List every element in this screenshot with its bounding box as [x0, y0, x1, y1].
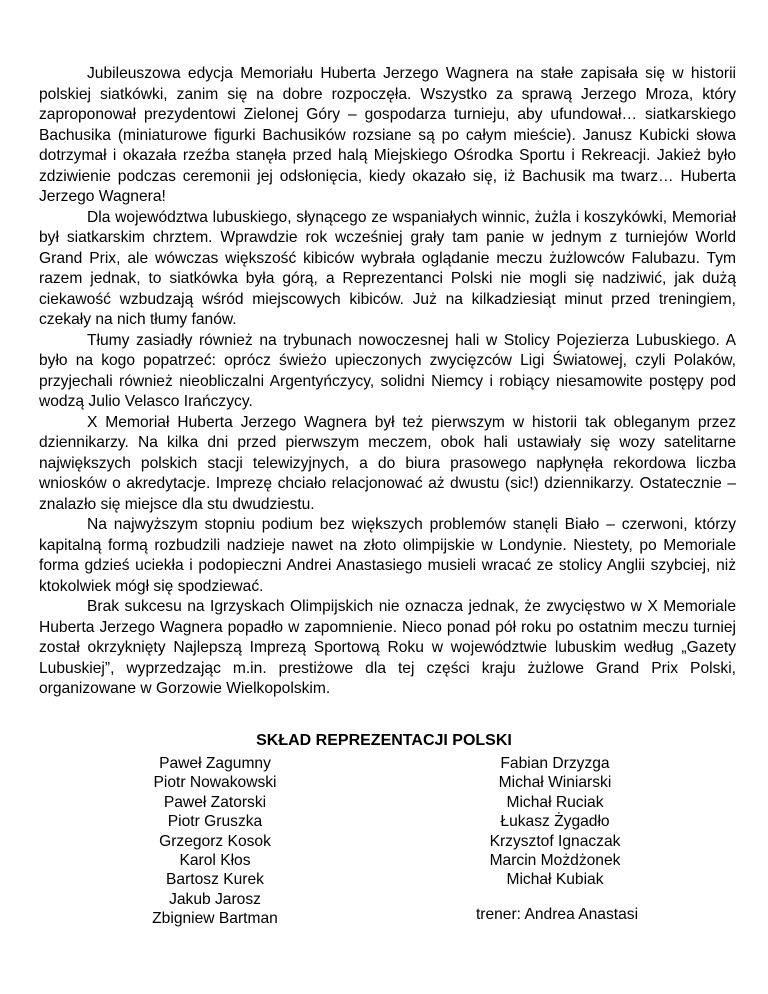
player-name: Krzysztof Ignaczak [489, 832, 621, 850]
player-name: Michał Kubiak [506, 871, 604, 889]
paragraph: Na najwyższym stopniu podium bez większych problemów stanęli Biało – czerwoni, którzy kapitalną formą rozbudzili nadzieje nawet na złoto olimpijskie w Londynie. Niestety, po Memoriale forma gdzieś uciekła i podopieczni Andrei Anastasiego musieli wracać ze stolicy Anglii szybciej, niż ktokolwiek mógł się spodziewać. [39, 516, 736, 595]
squad-title: SKŁAD REPREZENTACJI POLSKI [256, 732, 512, 749]
squad-section [0, 731, 768, 931]
coach-name: trener: Andrea Anastasi [475, 906, 639, 923]
paragraph: Dla województwa lubuskiego, słynącego ze wspaniałych winnic, żużla i koszykówki, Memoriał był siatkarskim chrztem. Wprawdzie rok wcześniej grały tam panie w jednym z turniejów World Grand Prix, ale wówczas większość kibiców wybrała oglądanie meczu żużlowców Falubazu. Tym razem jednak, to siatkówka była górą, a Reprezentanci Polski nie mogli się nadziwić, jak dużą ciekawość wzbudzają wśród miejscowych kibiców. Już na kilkadziesiąt minut przed treningiem, czekały na nich tłumy fanów. [39, 208, 736, 328]
paragraph: Tłumy zasiadły również na trybunach nowoczesnej hali w Stolicy Pojezierza Lubuskiego. A było na kogo popatrzeć: oprócz świeżo upieczonych zwycięzców Ligi Światowej, czyli Polaków, przyjechali również nieobliczalni Argentyńczycy, solidni Niemcy i robiący niesamowite postępy pod wodzą Julio Velasco Irańczycy. [39, 331, 736, 410]
player-name: Michał Ruciak [506, 793, 604, 811]
player-name: Zbigniew Bartman [152, 910, 278, 928]
player-name: Paweł Zatorski [163, 793, 267, 811]
paragraph: Jubileuszowa edycja Memoriału Huberta Jerzego Wagnera na stałe zapisała się w historii polskiej siatkówki, zanim się na dobre rozpoczęła. Wszystko za sprawą Jerzego Mroza, który zaproponował prezydentowi Zielonej Góry – gospodarza turnieju, aby ufundował… siatkarskiego Bachusika (miniaturowe figurki Bachusików rozsiane są po całym mieście). Janusz Kubicki słowa dotrzymał i okazała rzeźba stanęła przed halą Miejskiego Ośrodka Sportu i Rekreacji. Jakież było zdziwienie podczas ceremonii jej odsłonięcia, kiedy okazało się, iż Bachusik ma twarz… Huberta Jerzego Wagnera! [39, 65, 736, 205]
player-name: Piotr Gruszka [167, 813, 263, 831]
squad-left-column [134, 754, 296, 929]
player-name: Marcin Możdżonek [489, 852, 621, 870]
player-name: Łukasz Żygadło [500, 813, 610, 831]
player-name: Paweł Zagumny [159, 755, 271, 772]
player-name: Fabian Drzyzga [500, 755, 610, 772]
player-name: Bartosz Kurek [166, 871, 264, 889]
squad-right-column [462, 754, 648, 890]
player-name: Piotr Nowakowski [153, 774, 277, 792]
article-body [39, 64, 736, 700]
player-name: Michał Winiarski [498, 774, 612, 792]
paragraph: X Memoriał Huberta Jerzego Wagnera był też pierwszym w historii tak obleganym przez dziennikarzy. Na kilka dni przed pierwszym meczem, obok hali ustawiały się wozy satelitarne największych polskich stacji telewizyjnych, a do biura prasowego napłynęła rekordowa liczba wniosków o akredytacje. Imprezę chciało relacjonować aż dwustu (sic!) dziennikarzy. Ostatecznie – znalazło się miejsce dla stu dwudziestu. [39, 413, 736, 513]
player-name: Jakub Jarosz [169, 890, 261, 908]
paragraph: Brak sukcesu na Igrzyskach Olimpijskich nie oznacza jednak, że zwycięstwo w X Memoriale Huberta Jerzego Wagnera popadło w zapomnienie. Nieco ponad pół roku po ostatnim meczu turniej został okrzyknięty Najlepszą Imprezą Sportową Roku w województwie lubuskim według „Gazety Lubuskiej”, wyprzedzając m.in. prestiżowe dla tej części kraju żużlowe Grand Prix Polski, organizowane w Gorzowie Wielkopolskim. [39, 598, 736, 697]
player-name: Karol Kłos [179, 852, 251, 870]
player-name: Grzegorz Kosok [159, 832, 271, 850]
